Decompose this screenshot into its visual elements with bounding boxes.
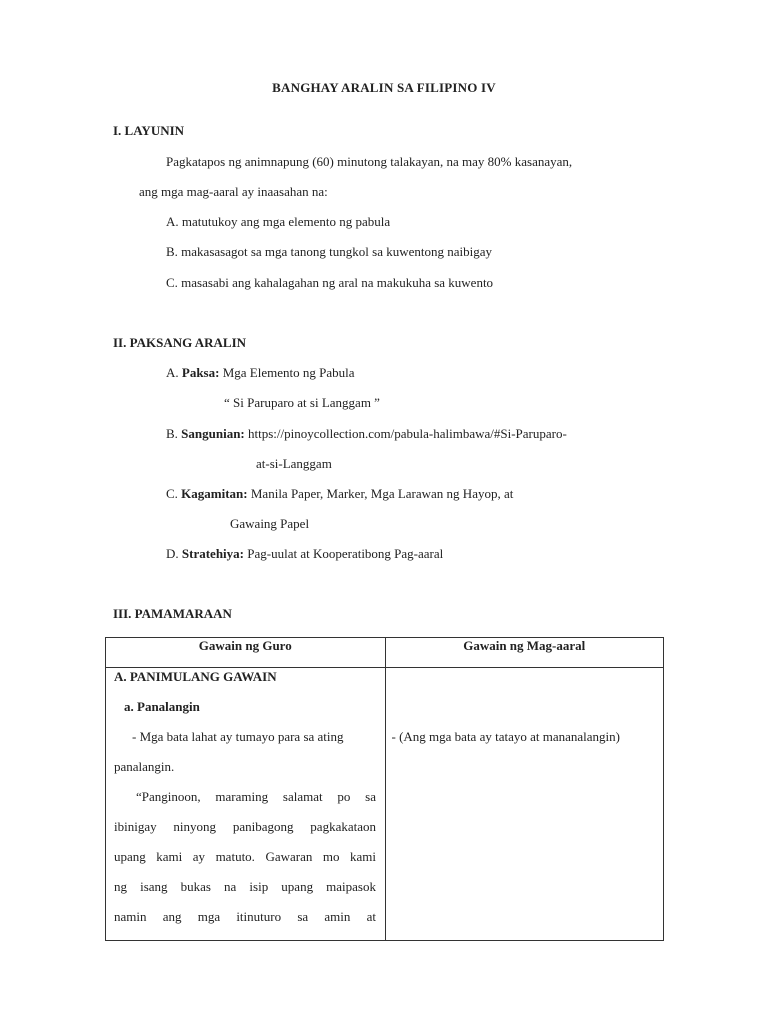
prayer-line-5: namin ang mga itinuturo sa amin at <box>114 909 376 924</box>
part-heading-panimulang-gawain: A. PANIMULANG GAWAIN <box>114 669 277 684</box>
paksa-line <box>166 365 354 381</box>
sangunian-url-cont: at-si-Langgam <box>256 456 332 471</box>
kagamitan-cont: Gawaing Papel <box>230 516 310 531</box>
paksa-story-title: “ Si Paruparo at si Langgam ” <box>224 395 380 410</box>
header-gawain-ng-mag-aaral: Gawain ng Mag-aaral <box>385 638 664 668</box>
kagamitan-line <box>166 486 513 502</box>
sub-heading-panalangin: a. Panalangin <box>124 699 200 714</box>
paksa-value: Mga Elemento ng Pabula <box>222 365 355 380</box>
student-response: - (Ang mga bata ay tatayo at mananalangin) <box>391 729 620 744</box>
kagamitan-letter: C. <box>166 486 178 501</box>
objective-b: B. makasasagot sa mga tanong tungkol sa kuwentong naibigay <box>166 244 493 259</box>
prayer-line-4: ng isang bukas na isip upang maipasok <box>114 879 376 894</box>
document-title: BANGHAY ARALIN SA FILIPINO IV <box>272 80 496 95</box>
paksa-letter: A. <box>166 365 179 380</box>
sangunian-line <box>166 426 567 442</box>
sangunian-url: https://pinoycollection.com/pabula-halimbawa/#Si-Paruparo- <box>248 426 567 441</box>
stratehiya-line <box>166 546 443 562</box>
sangunian-label: Sangunian: <box>181 426 245 441</box>
table-header-row <box>106 638 664 668</box>
section-heading-pamamaraan: III. PAMAMARAAN <box>113 606 232 621</box>
instruction-line2: panalangin. <box>114 759 175 774</box>
instruction-line1: - Mga bata lahat ay tumayo para sa ating <box>132 729 344 744</box>
section-heading-paksang-aralin: II. PAKSANG ARALIN <box>113 335 247 350</box>
stratehiya-value: Pag-uulat at Kooperatibong Pag-aaral <box>247 546 444 561</box>
lesson-procedure-table <box>105 637 664 941</box>
prayer-line-1: “Panginoon, maraming salamat po sa <box>136 789 376 804</box>
paksa-label: Paksa: <box>181 365 220 380</box>
stratehiya-letter: D. <box>166 546 179 561</box>
kagamitan-value: Manila Paper, Marker, Mga Larawan ng Hayop, at <box>250 486 514 501</box>
table-row <box>106 668 664 941</box>
header-gawain-ng-guro: Gawain ng Guro <box>106 638 386 668</box>
kagamitan-label: Kagamitan: <box>181 486 248 501</box>
objective-c: C. masasabi ang kahalagahan ng aral na makukuha sa kuwento <box>166 275 494 290</box>
layunin-intro-line1: Pagkatapos ng animnapung (60) minutong talakayan, na may 80% kasanayan, <box>166 154 573 169</box>
layunin-intro-line2: ang mga mag-aaral ay inaasahan na: <box>139 184 328 199</box>
stratehiya-label: Stratehiya: <box>181 546 244 561</box>
sangunian-letter: B. <box>166 426 178 441</box>
section-heading-layunin: I. LAYUNIN <box>113 123 185 138</box>
prayer-line-2: ibinigay ninyong panibagong pagkakataon <box>114 819 376 834</box>
objective-a: A. matutukoy ang mga elemento ng pabula <box>166 214 391 229</box>
teacher-activity-cell <box>106 668 386 941</box>
student-activity-cell <box>385 668 664 941</box>
prayer-line-3: upang kami ay matuto. Gawaran mo kami <box>114 849 376 864</box>
